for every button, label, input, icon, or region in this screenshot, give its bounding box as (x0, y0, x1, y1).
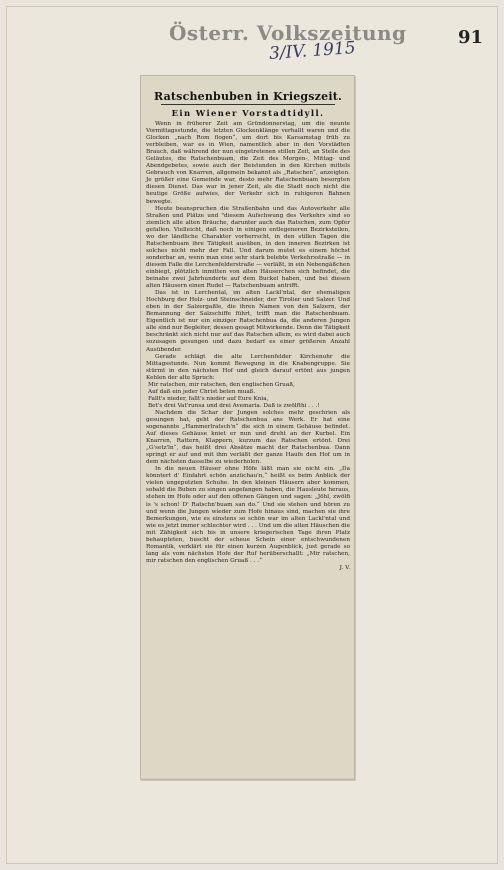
article-paragraph: Gerade schlägt die alte Lerchenfelder Kirchenuhr die Mittagsstunde. Nun kommt Bewegung in die Knabengruppe. Sie stürmt in den nächsten Hof und gleich darauf ertönt aus jungen Kehlen der alte Spruch: (146, 353, 350, 381)
archive-page (6, 6, 498, 864)
newspaper-source-title: Österr. Volkszeitung (169, 21, 407, 45)
page-number: 91 (457, 27, 483, 48)
article-paragraph: Das ist in Lerchental, im alten Lackl'ntal, der ehemaligen Hochburg der Holz- und Steinschneider, der Tirolier und Salzer. Und eben in der Salzergaßle, die ihren Namen von den Salzern, der Bemannung der Salzschiffe führt, trifft man die Ratschenbuam. Eigentlich ist nur ein einziger Ratschenbua da, die anderen Jungen alle sind nur Begleiter, dessen gesagt Mitwirkende. Denn die Tätigkeit beschränkt sich nicht nur auf das Ratschen allein, es wird dabei auch sozusagen gesungen und dazu bedarf es einer größeren Anzahl Ausübender. (146, 290, 350, 353)
newspaper-clipping (140, 75, 355, 780)
article-paragraph: In die neuen Häuser ohne Höfe läßt man sie nicht ein. „Da könntert d' Einfahrt schön anzüchau'n,“ heißt es beim Anblick der vielen ungeputzten Schuhe. In den kleinen Häusern aber kommen, sobald die Buben zu singen angefangen haben, die Hausleute heraus, stehen im Hofe oder auf den offenen Gängen und sagen: „Jöhl, zwölfi is 's schon! D' Ratschn'buam san do.“ Und sie stehen und hören zu und wenn die Jungen wieder zum Hofe hinaus sind, machen sie ihre Bemerkungen, wie es einstens so schön war im alten Lackl'ntal und wie es jetzt immer schlechter wird . . . Und um die alten Häuschen die mit Zähigkeit sich bis in unsere kriegerischen Tage ihren Platz behaupteten, huscht der scheue Schein einer entschwundenen Romantik, verklärt sie für einen kurzen Augenblick, just gerade so lang als vom nächsten Hofe der Ruf herüberschallt: „Mir ratschen, mir ratschen den englischen Gruaß . . .“ (146, 466, 350, 564)
handwritten-date: 3/IV. 1915 (268, 38, 357, 64)
article-paragraph: Nachdem die Schar der Jungen solches mehr geschrien als gesungen hat, geht der Ratschenbua ans Werk. Er hat eine sogenannte „Hammerlratsch'n“ die sich in einem Gehäuse befindet. Auf dieses Gehäuse kniet er nun und dreht an der Kurbel. Ein Knarren, Rattern, Klappern, kurzum das Ratschen ertönt. Drei „G'setz'ln“, das heißt drei Absätze macht der Ratschenbua. Dann springt er auf und mit ihm verläßt der ganze Haufe den Hof um in dem nächsten dasselbe zu wiederholen. (146, 409, 350, 466)
verse-line: Fallt's nieder, fallt's nieder auf Eure Knia, (148, 395, 269, 402)
author-signature: J. V. (339, 564, 350, 571)
verse-line: Auf daß ein jeder Christ beten muaß. (148, 388, 256, 395)
verse-line: Mir ratschen, mir ratschen, den englischen Gruaß, (148, 381, 295, 388)
article-title: Ratschenbuben in Kriegszeit. (153, 90, 343, 103)
article-paragraph: Heute beanspruchen die Straßenbahn und das Autoverkehr alle Straßen und Plätze und "diesem Aufschwung des Verkehrs sind so ziemlich alle alten Bräuche, darunter auch das Ratschen, zum Opfer gefallen. Vielleicht, daß noch in einigen entlegeneren Bezirksteilen, wo der ländliche Charakter vorherrscht, in den stillen Tagen die Ratschenbuam ihre Tätigkeit ausüben, in den inneren Bezirken ist solches nicht mehr der Fall. Und darum mutet es einem höchst sonderbar an, wenn man eine sehr stark belebte Verkehrsstraße — in diesem Falle die Lerchenfelderstraße — verläßt, in ein Nebengäßchen einbiegt, plötzlich inmitten von alten Häuserchen sich befindet, die beinahe zwei Jahrhunderte auf dem Buckel haben, und bei diesen alten Häusern einen Rudel — Ratschenbuam antrifft. (146, 205, 350, 290)
verse-line: Bet's drei Vat'runsa und drei Avemaria. Daß is zwölfthi . . .! (148, 402, 320, 409)
article-body (146, 121, 350, 565)
article-subtitle: Ein Wiener Vorstadtidyll. (171, 108, 325, 118)
article-paragraph: Wenn in früherer Zeit am Gründonnerstag, um die neunte Vormittagsstunde, die letzten Glockenklänge verhallt waren und die Glocken „nach Rom flogen“, um dort bis Karsamstag früh zu verbleiben, war es in Wien, namentlich aber in den Vorstädten Brauch, daß während der nun eingetretenen stillen Zeit, an Stelle des Geläutes, die Ratschenbuam, die Zeit des Morgen-, Mittag- und Abendgebetes, sowie auch der Beistunden in den Kirchen mittels Gebrauch von Knarren, allgemein bekannt als „Ratschen“, anzeigten. Je größer eine Gemeinde war, desto mehr Ratschenbuam besorgten diesen Dienst. Das war in jener Zeit, als die Stadt noch nicht die heutige Größe aufwies, der Verkehr sich in ruhigeren Bahnen bewegte. (146, 121, 350, 205)
clipping-edge (141, 776, 354, 779)
title-divider (161, 104, 334, 105)
